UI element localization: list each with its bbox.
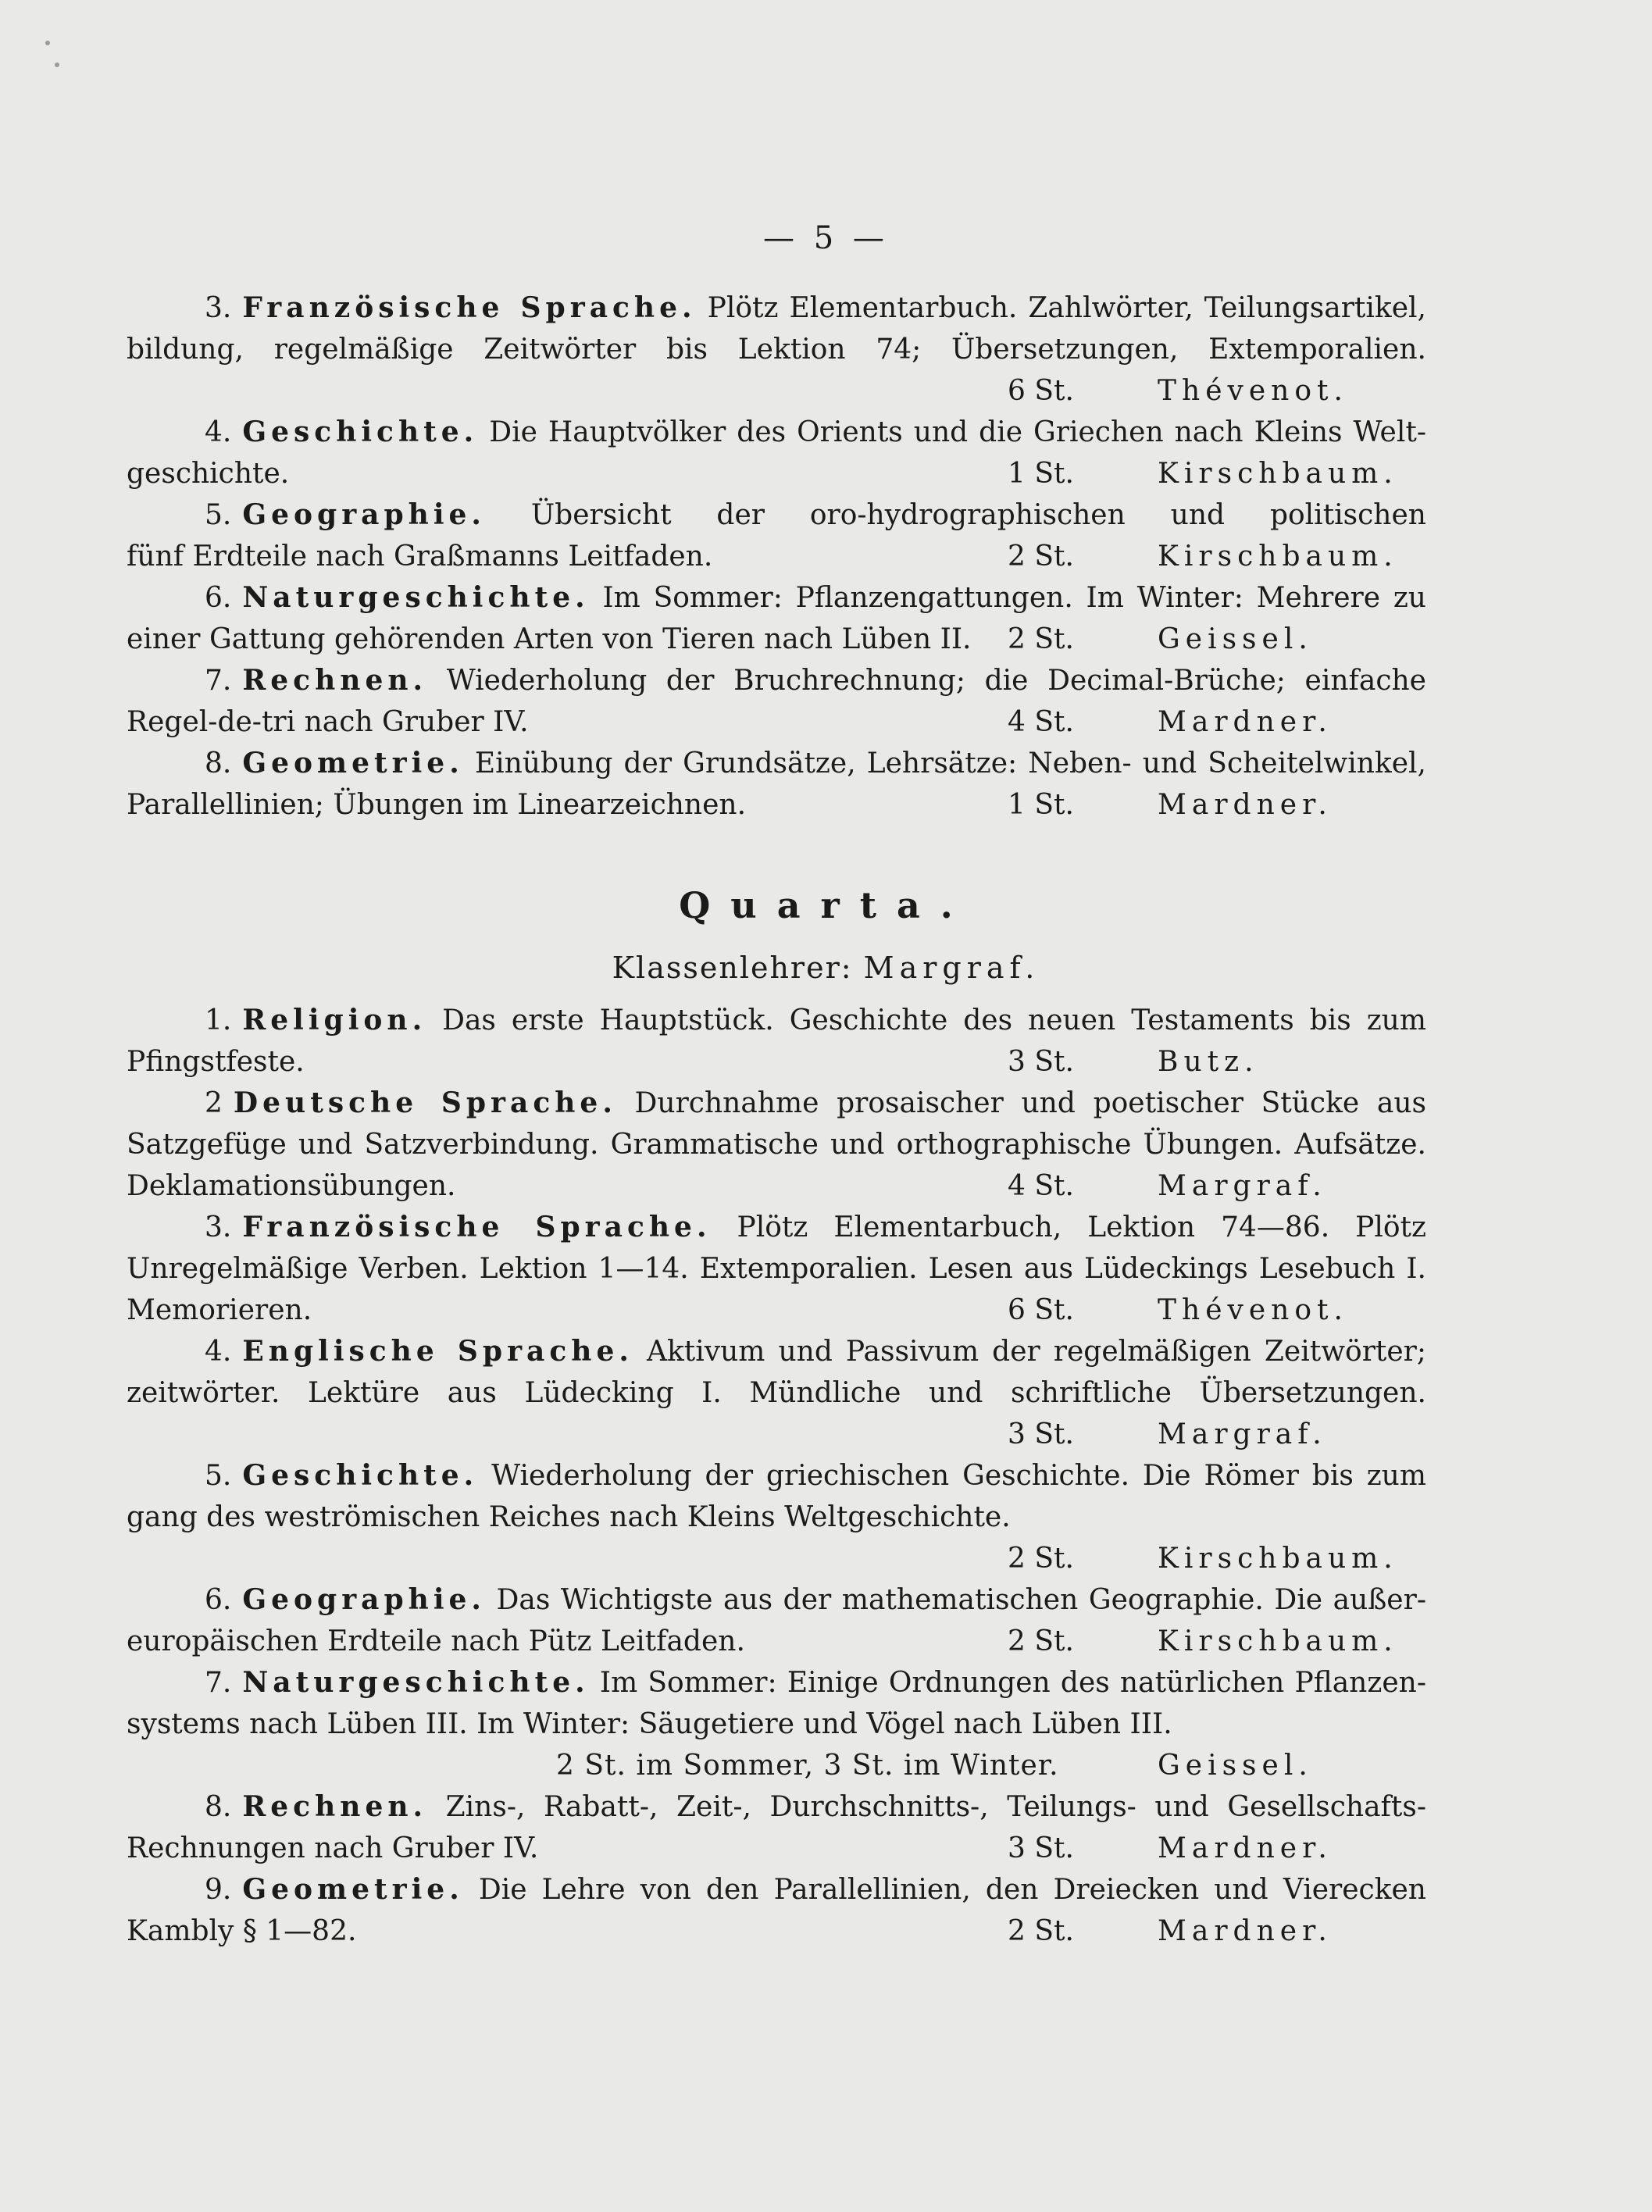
subject-title: Französische Sprache.: [242, 291, 697, 324]
list-item: 9. Geometrie. Die Lehre von den Parallellinien, den Dreiecken und Vierecken: [205, 1873, 1426, 1906]
list-item: 4. Englische Sprache. Aktivum und Passivum der regelmäßigen Zeitwörter;: [205, 1335, 1426, 1368]
quarta-section: 1. Religion. Das erste Hauptstück. Geschichte des neuen Testaments bis zum Pfingstfeste. 3 St. Butz. 2 Deutsche Sprache. Durchnahme prosaischer und poetischer Stücke aus Satzgefüge und Satzverbindung. Grammatische und orthographische Übungen. Aufsätze. Deklamationsübungen. 4 St. Margraf. 3. Französische Sprache. Plötz Elementarbuch, Lektion 74—86. Plötz Unregelmäßige Verben. Lektion 1—14. Extemporalien. Lesen aus Lüdeckings Lesebuch I. Memorieren. 6 St. Thévenot. 4. Englische Sprache. Aktivum und Passivum der regelmäßigen Zeitwörter; zeitwörter. Lektüre aus Lüdecking I. Mündliche und schriftliche Übersetzungen. 3 St. Margraf. 5. Geschichte. Wiederholung der griechischen Geschichte. Die Römer bis zum gang des weströmischen Reiches nach Kleins Weltgeschichte. 2 St. Kirschbaum. 6. Geographie. Das Wichtigste aus der mathematischen Geographie. Die außer- europäischen Erdteile nach Pütz Leitfaden. 2 St. Kirschbaum. 7. Naturgeschichte. Im Sommer: Einige Ordnungen des natürlichen Pflanzen- systems nach Lüben III. Im Winter: Säugetiere und Vögel nach Lüben III. 2 St. im Sommer, 3 St. im Winter. Geissel. 8. Rechnen. Zins-, Rabatt-, Zeit-, Durchschnitts-, Teilungs- und Gesellschafts- Rechnungen nach Gruber IV. 3 St. Mardner. 9. Geometrie. Die Lehre von den Parallellinien, den Dreiecken und Vierecken Kambly § 1—82. 2 St. Mardner.: [127, 1000, 1426, 1952]
subject-title: Rechnen.: [242, 1790, 428, 1823]
subject-title: Geometrie.: [242, 747, 464, 780]
hours-teacher: 6 St. Thévenot.: [1008, 375, 1348, 407]
klassenlehrer: Klassenlehrer: Margraf.: [612, 951, 1040, 985]
subject-title: Naturgeschichte.: [242, 1666, 590, 1699]
scan-speck: [45, 41, 50, 45]
list-item: 7. Naturgeschichte. Im Sommer: Einige Ordnungen des natürlichen Pflanzen-: [205, 1666, 1426, 1699]
list-item: 6. Naturgeschichte. Im Sommer: Pflanzengattungen. Im Winter: Mehrere zu: [205, 581, 1426, 614]
subject-title: Geographie.: [242, 1583, 486, 1616]
subject-title: Naturgeschichte.: [242, 581, 590, 614]
page-number: — 5 —: [763, 220, 889, 256]
prev-section: 3. Französische Sprache. Plötz Elementarbuch. Zahlwörter, Teilungsartikel, bildung, regelmäßige Zeitwörter bis Lektion 74; Übersetzungen, Extemporalien. 6 St. Thévenot. 4. Geschichte. Die Hauptvölker des Orients und die Griechen nach Kleins Welt- geschichte. 1 St. Kirschbaum. 5. Geographie. Übersicht der oro-hydrographischen und politischen fünf Erdteile nach Graßmanns Leitfaden. 2 St. Kirschbaum. 6. Naturgeschichte. Im Sommer: Pflanzengattungen. Im Winter: Mehrere zu einer Gattung gehörenden Arten von Tieren nach Lüben II. 2 St. Geissel. 7. Rechnen. Wiederholung der Bruchrechnung; die Decimal-Brüche; einfache Regel-de-tri nach Gruber IV. 4 St. Mardner. 8. Geometrie. Einübung der Grundsätze, Lehrsätze: Neben- und Scheitelwinkel, Parallellinien; Übungen im Linearzeichnen. 1 St. Mardner.: [127, 287, 1426, 826]
list-item: 5. Geschichte. Wiederholung der griechischen Geschichte. Die Römer bis zum: [205, 1459, 1426, 1492]
section-heading: Quarta.: [679, 884, 973, 926]
list-item: 7. Rechnen. Wiederholung der Bruchrechnung; die Decimal-Brüche; einfache: [205, 664, 1426, 697]
subject-title: Geschichte.: [242, 416, 479, 448]
list-item: 3. Französische Sprache. Plötz Elementarbuch, Lektion 74—86. Plötz: [205, 1211, 1426, 1243]
subject-title: Religion.: [242, 1004, 427, 1036]
list-item: 8. Geometrie. Einübung der Grundsätze, Lehrsätze: Neben- und Scheitelwinkel,: [205, 747, 1426, 780]
list-item: 4. Geschichte. Die Hauptvölker des Orients und die Griechen nach Kleins Welt-: [205, 416, 1426, 448]
list-item: 6. Geographie. Das Wichtigste aus der mathematischen Geographie. Die außer-: [205, 1583, 1426, 1616]
subject-title: Französische Sprache.: [242, 1211, 712, 1243]
subject-title: Rechnen.: [242, 664, 428, 697]
subject-title: Englische Sprache.: [242, 1335, 633, 1368]
list-item: 8. Rechnen. Zins-, Rabatt-, Zeit-, Durchschnitts-, Teilungs- und Gesellschafts-: [205, 1790, 1426, 1823]
subject-title: Deutsche Sprache.: [233, 1086, 617, 1119]
list-item: 1. Religion. Das erste Hauptstück. Geschichte des neuen Testaments bis zum: [205, 1004, 1426, 1036]
list-item: 2 Deutsche Sprache. Durchnahme prosaischer und poetischer Stücke aus: [205, 1086, 1426, 1119]
list-item: 3. Französische Sprache. Plötz Elementarbuch. Zahlwörter, Teilungsartikel,: [205, 291, 1426, 324]
scan-speck: [55, 62, 59, 67]
list-item: 5. Geographie. Übersicht der oro-hydrographischen und politischen: [205, 498, 1426, 531]
subject-title: Geographie.: [242, 498, 486, 531]
subject-title: Geschichte.: [242, 1459, 479, 1492]
subject-title: Geometrie.: [242, 1873, 464, 1906]
